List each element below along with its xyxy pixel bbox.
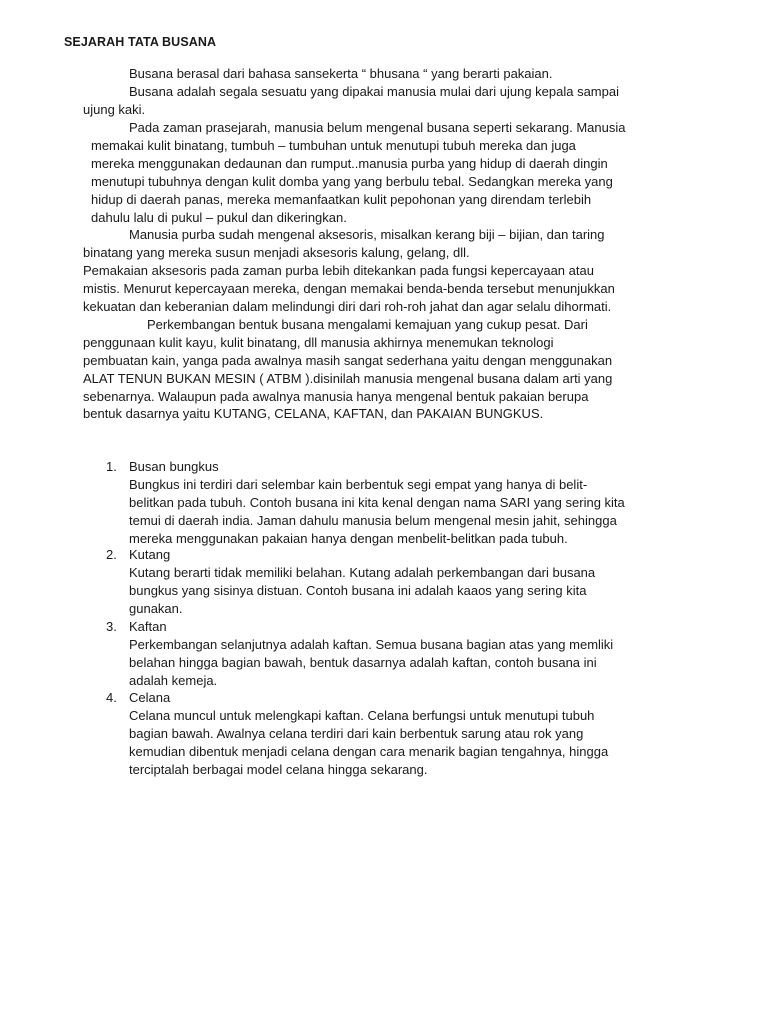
paragraph-line: mistis. Menurut kepercayaan mereka, dengan memakai benda-benda tersebut menunjukkan bbox=[83, 281, 615, 296]
document-title: SEJARAH TATA BUSANA bbox=[64, 35, 217, 49]
paragraph-line: bentuk dasarnya yaitu KUTANG, CELANA, KAFTAN, dan PAKAIAN BUNGKUS. bbox=[83, 406, 544, 421]
list-item-line: Celana muncul untuk melengkapi kaftan. Celana berfungsi untuk menutupi tubuh bbox=[129, 708, 595, 723]
paragraph-line: penggunaan kulit kayu, kulit binatang, dll manusia akhirnya menemukan teknologi bbox=[83, 335, 554, 350]
paragraph-line: ALAT TENUN BUKAN MESIN ( ATBM ).disinilah manusia mengenal busana dalam arti yang bbox=[83, 371, 613, 386]
paragraph-line: mereka menggunakan dedaunan dan rumput..manusia purba yang hidup di daerah dingin bbox=[91, 156, 608, 171]
list-item-line: terciptalah berbagai model celana hingga sekarang. bbox=[129, 762, 428, 777]
list-item-number: 2. bbox=[106, 547, 117, 562]
list-item-number: 1. bbox=[106, 459, 117, 474]
list-item-line: gunakan. bbox=[129, 601, 183, 616]
paragraph-line: Perkembangan bentuk busana mengalami kemajuan yang cukup pesat. Dari bbox=[147, 317, 588, 332]
list-item-line: bungkus yang sisinya distuan. Contoh busana ini adalah kaaos yang sering kita bbox=[129, 583, 587, 598]
list-item-heading: Kutang bbox=[129, 547, 171, 562]
list-item-line: belahan hingga bagian bawah, bentuk dasarnya adalah kaftan, contoh busana ini bbox=[129, 655, 597, 670]
list-item-heading: Kaftan bbox=[129, 619, 167, 634]
paragraph-line: Busana berasal dari bahasa sansekerta “ bhusana “ yang berarti pakaian. bbox=[129, 66, 553, 81]
paragraph-line: hidup di daerah panas, mereka memanfaatkan kulit pepohonan yang direndam terlebih bbox=[91, 192, 592, 207]
list-item-line: Kutang berarti tidak memiliki belahan. Kutang adalah perkembangan dari busana bbox=[129, 565, 596, 580]
list-item-heading: Busan bungkus bbox=[129, 459, 219, 474]
list-item-line: kemudian dibentuk menjadi celana dengan cara menarik bagian tengahnya, hingga bbox=[129, 744, 609, 759]
paragraph-line: Manusia purba sudah mengenal aksesoris, misalkan kerang biji – bijian, dan taring bbox=[129, 227, 605, 242]
paragraph-line: kekuatan dan keberanian dalam melindungi diri dari roh-roh jahat dan agar selalu dihormati. bbox=[83, 299, 612, 314]
paragraph-line: dahulu lalu di pukul – pukul dan dikeringkan. bbox=[91, 210, 347, 225]
list-item-line: temui di daerah india. Jaman dahulu manusia belum mengenal mesin jahit, sehingga bbox=[129, 513, 617, 528]
list-item-line: mereka menggunakan pakaian hanya dengan menbelit-belitkan pada tubuh. bbox=[129, 531, 568, 546]
paragraph-line: Pada zaman prasejarah, manusia belum mengenal busana seperti sekarang. Manusia bbox=[129, 120, 626, 135]
paragraph-line: ujung kaki. bbox=[83, 102, 146, 117]
paragraph-line: menutupi tubuhnya dengan kulit domba yang yang berbulu tebal. Sedangkan mereka yang bbox=[91, 174, 613, 189]
paragraph-line: Busana adalah segala sesuatu yang dipakai manusia mulai dari ujung kepala sampai bbox=[129, 84, 619, 99]
paragraph-line: memakai kulit binatang, tumbuh – tumbuhan untuk menutupi tubuh mereka dan juga bbox=[91, 138, 576, 153]
paragraph-line: sebenarnya. Walaupun pada awalnya manusia hanya mengenal bentuk pakaian berupa bbox=[83, 389, 589, 404]
list-item-line: Perkembangan selanjutnya adalah kaftan. Semua busana bagian atas yang memliki bbox=[129, 637, 614, 652]
list-item-line: bagian bawah. Awalnya celana terdiri dari kain berbentuk sarung atau rok yang bbox=[129, 726, 584, 741]
list-item-line: belitkan pada tubuh. Contoh busana ini kita kenal dengan nama SARI yang sering kita bbox=[129, 495, 625, 510]
list-item-heading: Celana bbox=[129, 690, 171, 705]
list-item-line: Bungkus ini terdiri dari selembar kain berbentuk segi empat yang hanya di belit- bbox=[129, 477, 588, 492]
list-item-number: 4. bbox=[106, 690, 117, 705]
paragraph-line: pembuatan kain, yanga pada awalnya masih sangat sederhana yaitu dengan menggunakan bbox=[83, 353, 613, 368]
paragraph-line: binatang yang mereka susun menjadi aksesoris kalung, gelang, dll. bbox=[83, 245, 470, 260]
list-item-line: adalah kemeja. bbox=[129, 673, 218, 688]
paragraph-line: Pemakaian aksesoris pada zaman purba lebih ditekankan pada fungsi kepercayaan atau bbox=[83, 263, 594, 278]
list-item-number: 3. bbox=[106, 619, 117, 634]
